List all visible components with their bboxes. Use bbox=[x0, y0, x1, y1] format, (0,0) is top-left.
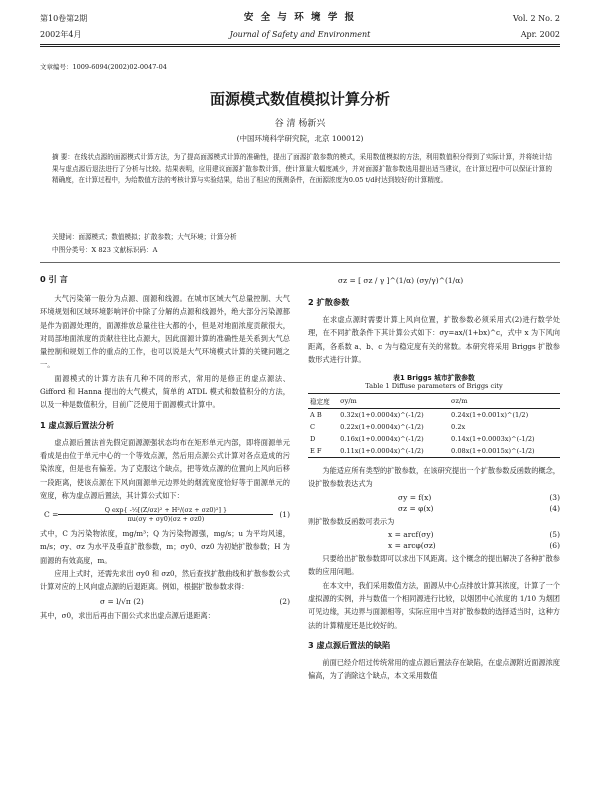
table-cell: 0.22x(1+0.0004x)^(-1/2) bbox=[340, 423, 424, 432]
section-2-paragraph-3: 则扩散参数反函数可表示为 bbox=[308, 516, 395, 526]
table-cell: 0.11x(1+0.0004x)^(-1/2) bbox=[340, 447, 424, 456]
briggs-table bbox=[308, 393, 560, 458]
equation-1-numerator: Q exp{ -½[(Z/σz)² + H²/(σz + σz0)²] } bbox=[58, 506, 273, 515]
table-cell: 0.14x(1+0.0003x)^(-1/2) bbox=[451, 435, 535, 444]
section-3-title: 3 虚点源后置法的缺陷 bbox=[308, 639, 391, 650]
equation-3 bbox=[398, 493, 560, 502]
equation-4-number: (4) bbox=[549, 503, 560, 513]
section-1-paragraph-3: 应用上式时，还需先求出 σy0 和 σz0，然后查找扩散曲线和扩散参数公式计算对应的上风向虚点源的后退距离。例如，根据扩散参数求得： bbox=[40, 569, 290, 592]
keywords: 关键词：面源模式；数值模拟；扩散参数；大气环境；计算分析 bbox=[52, 233, 237, 241]
table-1-title-en: Table 1 Diffuse parameters of Briggs city bbox=[365, 382, 503, 391]
equation-6-number: (6) bbox=[549, 541, 560, 551]
equation-6-body: x = arcφ(σz) bbox=[388, 541, 436, 551]
table-header-row bbox=[308, 394, 560, 409]
journal-volume-en: Vol. 2 No. 2 bbox=[513, 14, 560, 23]
left-column bbox=[40, 268, 290, 622]
table-header-cell: σz/m bbox=[451, 397, 468, 406]
equation-1-number: (1) bbox=[279, 510, 290, 520]
equation-4 bbox=[398, 504, 560, 513]
equation-2-number: (2) bbox=[279, 596, 290, 606]
section-1-paragraph-2: 式中，C 为污染物浓度，mg/m³；Q 为污染物源强，mg/s；u 为平均风速，m/s；σy、σz 为水平及垂直扩散参数，m；σy0、σz0 为初始扩散参数；H 为面源的有效高度，m。 bbox=[40, 529, 290, 565]
header-rule bbox=[40, 44, 560, 45]
equation-1-lhs: C = bbox=[44, 510, 59, 520]
article-number: 文章编号：1009-6094(2002)02-0047-04 bbox=[40, 63, 167, 71]
journal-date-en: Apr. 2002 bbox=[520, 30, 560, 39]
table-row bbox=[308, 445, 560, 458]
table-row bbox=[308, 421, 560, 433]
table-cell: 0.24x(1+0.001x)^(1/2) bbox=[451, 411, 529, 420]
table-1-title: 表1 Briggs 城市扩散参数 bbox=[393, 374, 475, 383]
equation-1-denominator: πu(σy + σy0)(σz + σz0) bbox=[127, 515, 205, 524]
paper-title: 面源模式数值模拟计算分析 bbox=[209, 90, 390, 108]
table-row bbox=[308, 433, 560, 445]
equation-3-number: (3) bbox=[549, 492, 560, 502]
equation-6 bbox=[388, 541, 560, 550]
table-header-cell: 稳定度 bbox=[310, 398, 330, 407]
table-cell: C bbox=[310, 423, 316, 432]
abstract-rule bbox=[40, 262, 560, 263]
table-header-cell: σy/m bbox=[340, 397, 357, 406]
journal-title-en: Journal of Safety and Environment bbox=[229, 30, 371, 39]
equation-5 bbox=[388, 530, 560, 539]
section-0-title: 0 引 言 bbox=[40, 274, 68, 284]
section-1-paragraph-1: 虚点源后置法首先假定面源源强状态均布在矩形单元内部，即将面源单元看成是由位于单元中心的一个等效点源，然后用点源公式计算对各点造成的污染浓度，但是也有偏差。为了克服这个缺点，把等效点源的位置向上风向后移一段距离，使该点源在下风向面源单元边界处的烟流宽度恰好等于面源单元的宽度，称为虚点源后置法，其计算公式如下： bbox=[40, 437, 290, 500]
equation-2 bbox=[100, 597, 290, 606]
right-column bbox=[308, 268, 560, 682]
section-2-paragraph-4: 只要给出扩散参数即可以求出下风距离。这个概念的提出解决了各种扩散参数的应用问题。 bbox=[308, 554, 560, 577]
table-cell: 0.2x bbox=[451, 423, 466, 432]
section-2-paragraph-2: 为能适应所有类型的扩散参数，在该研究提出一个扩散参数反函数的概念，设扩散参数表达式为 bbox=[308, 466, 560, 489]
table-cell: 0.32x(1+0.0004x)^(-1/2) bbox=[340, 411, 424, 420]
journal-title-cn: 安 全 与 环 境 学 报 bbox=[243, 12, 357, 23]
intro-paragraph-2: 面源模式的计算方法有几种不同的形式，常用的是修正的虚点源法、Gifford 和 Hanna 提出的大气模式，简单的 ATDL 模式和数值积分的方法，以及一种是数值积分，目前广泛使用于面源模式计算中。 bbox=[40, 373, 290, 410]
classification: 中图分类号：X 823 文献标识码：A bbox=[52, 246, 158, 254]
section-2-title: 2 扩散参数 bbox=[308, 297, 350, 307]
section-1-paragraph-4: 其中，σ0，求出后再由下面公式求出虚点源后退距离： bbox=[40, 610, 215, 620]
intro-paragraph-1: 大气污染第一般分为点源、面源和线源。在城市区域大气总量控制、大气环境规划和区域环境影响评价中除了分解的点源和线源外，绝大部分污染源都是作为面源处理的，面源排放总量往往大都的小，但是对地面浓度贡献很大，对局部地面浓度的贡献往往比点源大，因此面源计算的准确性是关系到大气总量控制和规划工作的重点的工作，也可以说是大气环境模式计算的关键问题之一。 bbox=[40, 294, 290, 370]
journal-date: 2002年4月 bbox=[40, 30, 82, 39]
equation-4-body: σz = φ(x) bbox=[398, 503, 434, 513]
table-cell: 0.08x(1+0.0015x)^(-1/2) bbox=[451, 447, 535, 456]
table-row bbox=[308, 409, 560, 422]
equation-3-body: σy = f(x) bbox=[398, 492, 432, 502]
table-cell: D bbox=[310, 435, 316, 444]
section-2-paragraph-5: 在本文中，我们采用数值方法，面源从中心点排放计算其浓度，计算了一个虚拟源的实例，并与数值一个相同源进行比较，以烟团中心浓度的 1/10 为烟团可见边缘，其边界与面源相等，实际应用中当对扩散参数的选择适当时，这种方法的计算精度还是比较好的。 bbox=[308, 580, 560, 630]
equation-2-body: σ = l/√π (2) bbox=[100, 596, 144, 606]
section-1-title: 1 虚点源后置法分析 bbox=[40, 419, 115, 430]
journal-volume: 第10卷第2期 bbox=[40, 14, 88, 23]
section-3-paragraph-1: 前面已经介绍过传统常用的虚点源后置法存在缺陷，在虚点源附近面源浓度偏高，为了消除这个缺点，本文采用数值 bbox=[308, 657, 560, 681]
header-rule-2 bbox=[40, 46, 560, 47]
table-cell: E F bbox=[310, 447, 322, 456]
table-cell: 0.16x(1+0.0004x)^(-1/2) bbox=[340, 435, 424, 444]
abstract: 摘 要：在线状点源的面源模式计算方法，为了提高面源模式计算的准确性，提出了面源扩散参数的模式，采用数值模拟的方法，利用数值积分得到了实际计算，并将统计结果与虚点源后退法进行了分析与比较。结果表明，应用建议面源扩散参数计算，使计算量大幅度减少，并对面源扩散参数选用提出适当建议，在计算过程中可以保证计算的精确度，在计算过程中，为给数值方法的考核计算与实验结果，给出了相应的预测条件，在面源浓度为0.05 t/d时达到较好的计算精度。 bbox=[52, 153, 552, 184]
equation-5-number: (5) bbox=[549, 530, 560, 540]
equation-5-body: x = arcf(σy) bbox=[388, 530, 434, 540]
paper-affiliation: (中国环境科学研究院，北京 100012) bbox=[236, 134, 364, 143]
equation-1-fraction bbox=[58, 506, 273, 523]
equation-1 bbox=[44, 506, 290, 523]
section-2-paragraph-1: 在求虚点源时需要计算上风向位置，扩散参数必须采用式(2)进行数学处理，在不同扩散条件下其计算公式如下：σy=ax/(1+bx)^c，式中 x 为下风向距离，各系数 a、b、c 为与稳定度有关的常数。本研究将采用 Briggs 扩散参数形式进行计算。 bbox=[308, 315, 560, 364]
paper-authors: 谷 清 杨新兴 bbox=[274, 119, 326, 129]
table-cell: A B bbox=[310, 411, 322, 420]
equation-top: σz = [ σz / γ ]^(1/α) (σy/γ)^(1/α) bbox=[338, 276, 464, 285]
